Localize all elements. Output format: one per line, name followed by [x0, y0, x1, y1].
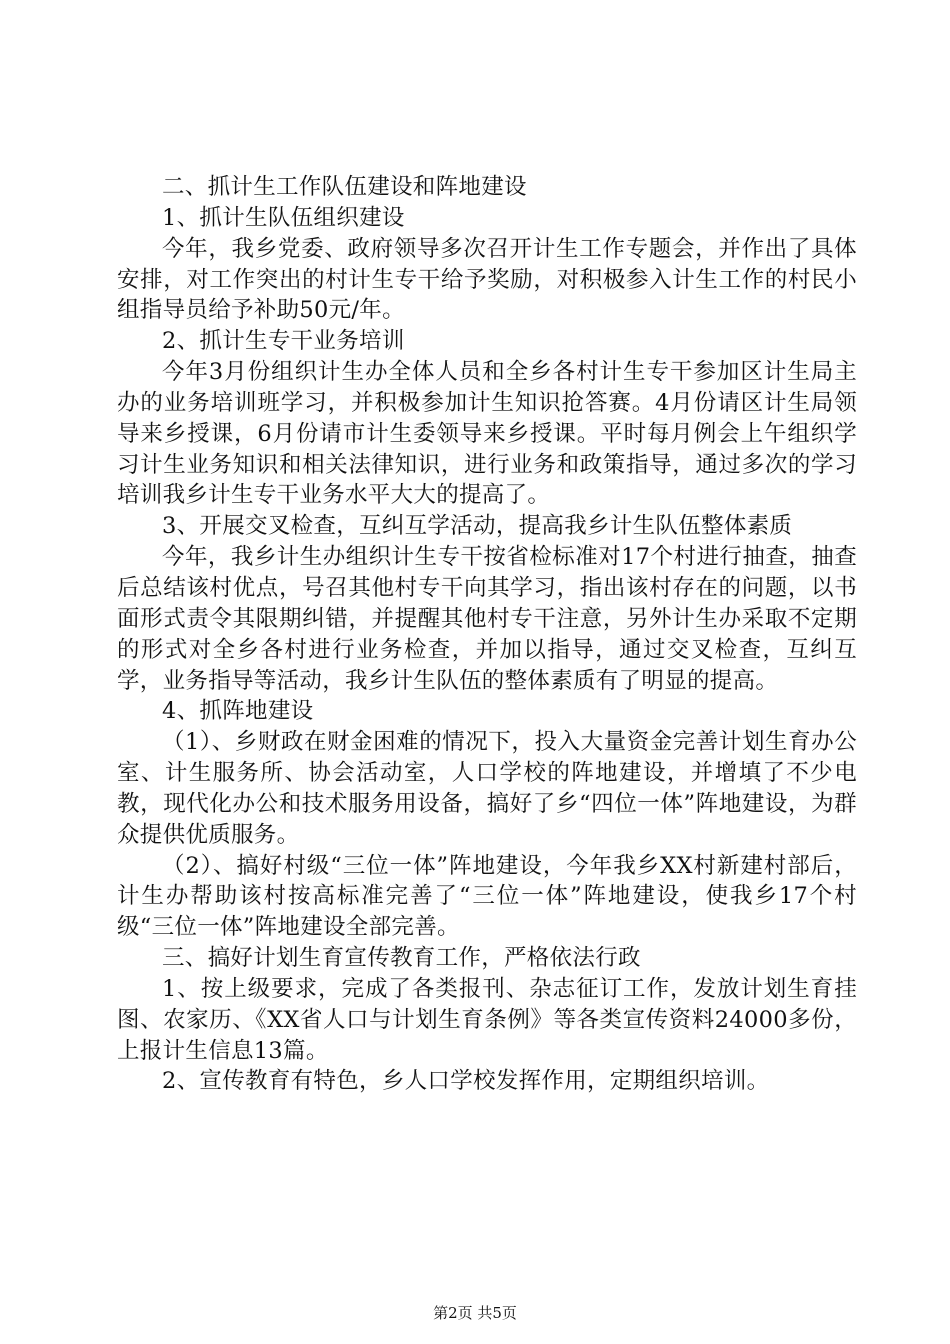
- document-body: [117, 172, 857, 1097]
- paragraph-3-1: 1、按上级要求，完成了各类报刊、杂志征订工作，发放计划生育挂图、农家历、《XX省人口与计划生育条例》等各类宣传资料24000多份，上报计生信息13篇。: [117, 975, 857, 1064]
- paragraph-2-3: 今年，我乡计生办组织计生专干按省检标准对17个村进行抽查，抽查后总结该村优点，号召其他村专干向其学习，指出该村存在的问题，以书面形式责令其限期纠错，并提醒其他村专干注意，另外计生办采取不定期的形式对全乡各村进行业务检查，并加以指导，通过交叉检查，互纠互学，业务指导等活动，我乡计生队伍的整体素质有了明显的提高。: [117, 544, 857, 694]
- section-heading-2: 二、抓计生工作队伍建设和阵地建设: [162, 174, 527, 200]
- paragraph-2-4-2: （2）、搞好村级“三位一体”阵地建设，今年我乡XX村新建村部后，计生办帮助该村按高标准完善了“三位一体”阵地建设，使我乡17个村级“三位一体”阵地建设全部完善。: [117, 852, 857, 941]
- subheading-2-3: 3、开展交叉检查，互纠互学活动，提高我乡计生队伍整体素质: [162, 513, 793, 540]
- paragraph-2-4-1: （1）、乡财政在财金困难的情况下，投入大量资金完善计划生育办公室、计生服务所、协会活动室，人口学校的阵地建设，并增填了不少电教，现代化办公和技术服务用设备，搞好了乡“四位一体”阵地建设，为群众提供优质服务。: [117, 729, 857, 848]
- paragraph-2-1: 今年，我乡党委、政府领导多次召开计生工作专题会，并作出了具体安排，对工作突出的村计生专干给予奖励，对积极参入计生工作的村民小组指导员给予补助50元/年。: [117, 235, 857, 324]
- paragraph-2-2: 今年3月份组织计生办全体人员和全乡各村计生专干参加区计生局主办的业务培训班学习，并积极参加计生知识抢答赛。4月份请区计生局领导来乡授课，6月份请市计生委领导来乡授课。平时每月例会上午组织学习计生业务知识和相关法律知识，进行业务和政策指导，通过多次的学习培训我乡计生专干业务水平大大的提高了。: [117, 359, 857, 509]
- subheading-2-2: 2、抓计生专干业务培训: [162, 328, 405, 355]
- section-heading-3: 三、搞好计划生育宣传教育工作，严格依法行政: [162, 945, 641, 972]
- subheading-2-4: 4、抓阵地建设: [162, 698, 314, 725]
- page-number-footer: 第2页 共5页: [433, 1304, 517, 1322]
- subheading-2-1: 1、抓计生队伍组织建设: [162, 204, 405, 231]
- paragraph-3-2: 2、宣传教育有特色，乡人口学校发挥作用，定期组织培训。: [162, 1068, 770, 1095]
